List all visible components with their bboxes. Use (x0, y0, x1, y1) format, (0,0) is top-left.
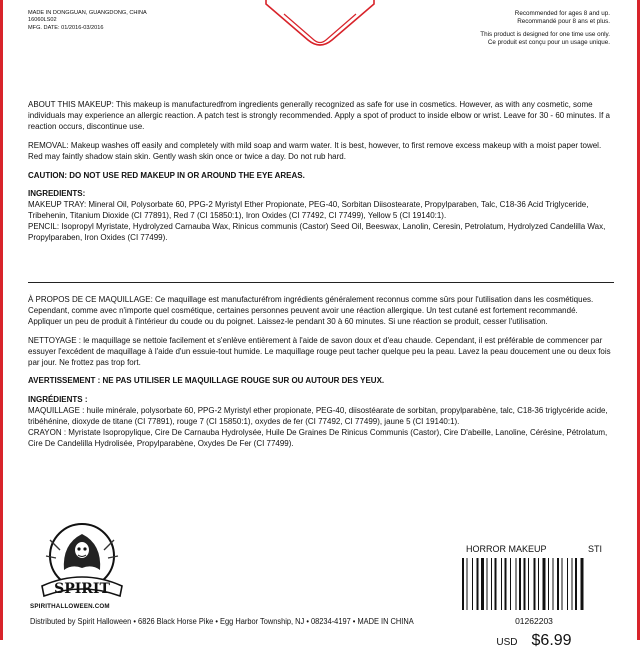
mfg-line: MFG. DATE: 01/2016-03/2016 (28, 24, 104, 31)
pencil-ingredients-fr: CRAYON : Myristate Isopropylique, Cire De Carnauba Hydrolysée, Huile De Graines De Rinicus Communis (Castor), Cire D'abeille, Lanoline, Cérésine, Pétrolatum, Cire De Candelilla Hydrolisée, Propylparabène, Oxydes De Fer (CI 77499). (28, 427, 608, 448)
use-fr: Ce produit est conçu pour un usage unique. (487, 39, 610, 47)
mfg-line: MADE IN DONGGUAN, GUANGDONG, CHINA (28, 10, 147, 16)
makeup-tray-ingredients: MAKEUP TRAY: Mineral Oil, Polysorbate 60, PPG-2 Myristyl Ether Propionate, PEG-40, Sorbitan Diisostearate, Propylparaben, Talc, C18-36 Acid Triglyceride, Tribehenin, Titanium Dioxide (CI 77891), Red 7 (CI 15850:1), Iron Oxides (CI 77492, CI 77499), Yellow 5 (CI 19140:1). (28, 199, 589, 221)
makeup-tray-ingredients-fr: MAQUILLAGE : huile minérale, polysorbate 60, PPG-2 Myristyl ether propionate, PEG-40, diisostéarate de sorbitan, propylparabène, talc, C18-36 triglycéride acide, tribéhénine, dioxyde de titane (CI 77891), rouge 7 (CI 15850:1), oxydes de fer (CI 77492, CI 77499), jaune 5 (CI 19140:1). (28, 405, 608, 427)
ingredients-heading-fr: INGRÉDIENTS : (28, 394, 88, 405)
about-paragraph: ABOUT THIS MAKEUP: This makeup is manufacturedfrom ingredients generally recognized as safe for use in cosmetics. However, as with any cosmetic, some individuals may experience an allergic reaction. A patch test is strongly recommended. Apply a spot of product to inside elbow or wrist. Leave for 30 - 60 minutes. If a reaction occurs, discontinue use. (28, 99, 610, 131)
logo-wordmark: SPIRIT (54, 581, 110, 597)
package-border-left (0, 0, 3, 640)
distributor-line: Distributed by Spirit Halloween • 6826 Black Horse Pike • Egg Harbor Township, NJ • 08234-4197 • MADE IN CHINA (30, 617, 414, 626)
section-divider (28, 282, 614, 283)
age-notice (480, 10, 610, 47)
caution-warning: CAUTION: DO NOT USE RED MAKEUP IN OR AROUND THE EYE AREAS. (28, 169, 305, 180)
website-url[interactable]: SPIRITHALLOWEEN.COM (30, 603, 110, 610)
age-fr: Recommandé pour 8 ans et plus. (517, 18, 610, 26)
pencil-ingredients: PENCIL: Isopropyl Myristate, Hydrolyzed Carnauba Wax, Rinicus communis (Castor) Seed Oil, Beeswax, Lanolin, Ceresin, Petrolatum, Hydrolyzed Candelilla Wax, Propylparaben, Iron Oxides (CI 77499). (28, 221, 606, 243)
manufacture-info (28, 10, 147, 32)
store-code: STI (587, 544, 602, 554)
price-tag (458, 544, 610, 650)
price: $6.99 (531, 632, 572, 649)
english-section (28, 99, 611, 243)
product-name: HORROR MAKEUP (466, 544, 547, 554)
about-paragraph-fr: À PROPOS DE CE MAQUILLAGE: Ce maquillage est manufacturéfrom ingrédients généralement reconnus comme sûrs pour l'utilisation dans les cosmétiques. Cependant, comme avec n'importe quel cosmétique, certaines personnes peuvent avoir une réaction allergique. Un test cutané est fortement recommandé. Appliquer un peu de produit à l'intérieur du coude ou du poignet. Laissez-le pendant 30 à 60 minutes. Si une réaction se produit, cesser l'utilisation. (28, 294, 594, 326)
mfg-line: 16060LS02 (28, 17, 57, 24)
french-section (28, 294, 611, 449)
caution-warning-fr: AVERTISSEMENT : NE PAS UTILISER LE MAQUILLAGE ROUGE SUR OU AUTOUR DES YEUX. (28, 375, 385, 386)
spirit-logo-icon (34, 520, 130, 602)
removal-paragraph-fr: NETTOYAGE : le maquillage se nettoie facilement et s'enlève entièrement à l'aide de savon doux et d'eau chaude. Cependant, il est préférable de commencer par essuyer l'excédent de maquillage à l'aide d'un essuie-tout humide. Le maquillage rouge peut tacher quelque peu la peau. Lavez la peau doucement une ou deux fois par jour. Ne frottez pas trop fort. (28, 334, 611, 367)
currency: USD (496, 637, 518, 648)
age-en: Recommended for ages 8 and up. (514, 10, 610, 17)
hang-tab-icon (264, 0, 376, 58)
barcode-icon (458, 558, 610, 610)
removal-paragraph: REMOVAL: Makeup washes off easily and completely with mild soap and warm water. It is best, however, to first remove excess makeup with a moist paper towel. Red may faintly shadow stain skin. Gently wash skin once or twice a day. Do not rub hard. (28, 139, 602, 161)
use-en: This product is designed for one time use only. (480, 31, 610, 39)
barcode-number: 01262203 (515, 616, 553, 626)
ingredients-heading: INGREDIENTS: (28, 188, 86, 199)
